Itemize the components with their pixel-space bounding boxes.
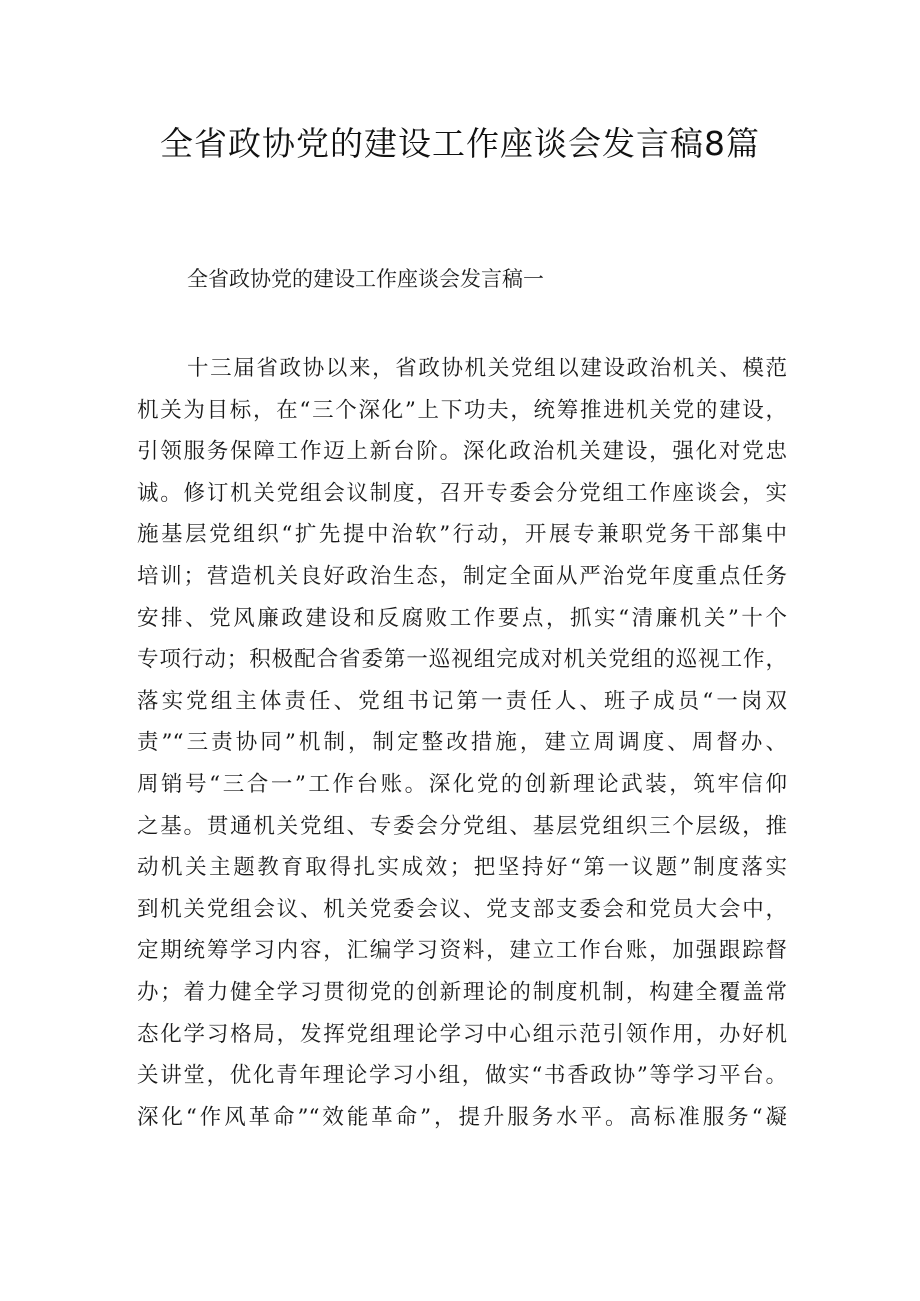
- paragraph-line: 办；着力健全学习贯彻党的创新理论的制度机制，构建全覆盖常: [137, 979, 787, 1005]
- section-heading: 全省政协党的建设工作座谈会发言稿一: [187, 267, 544, 291]
- paragraph-line: 专项行动；积极配合省委第一巡视组完成对机关党组的巡视工作，: [137, 647, 787, 673]
- body-paragraph: [137, 348, 787, 1138]
- paragraph-line: 周销号“三合一”工作台账。深化党的创新理论武装，筑牢信仰: [137, 771, 787, 797]
- paragraph-line: 定期统筹学习内容，汇编学习资料，建立工作台账，加强跟踪督: [137, 938, 787, 964]
- document-title: 全省政协党的建设工作座谈会发言稿8篇: [160, 124, 760, 163]
- paragraph-line: 到机关党组会议、机关党委会议、党支部支委会和党员大会中，: [137, 896, 787, 922]
- paragraph-line: 态化学习格局，发挥党组理论学习中心组示范引领作用，办好机: [137, 1021, 787, 1047]
- paragraph-line: 十三届省政协以来，省政协机关党组以建设政治机关、模范: [187, 356, 787, 381]
- paragraph-line: 引领服务保障工作迈上新台阶。深化政治机关建设，强化对党忠: [137, 439, 787, 465]
- paragraph-line: 落实党组主体责任、党组书记第一责任人、班子成员“一岗双: [137, 688, 787, 714]
- paragraph-line: 安排、党风廉政建设和反腐败工作要点，抓实“清廉机关”十个: [137, 605, 787, 631]
- paragraph-line: 责”“三责协同”机制，制定整改措施，建立周调度、周督办、: [137, 730, 787, 756]
- paragraph-line: 关讲堂，优化青年理论学习小组，做实“书香政协”等学习平台。: [137, 1063, 787, 1089]
- paragraph-line: 之基。贯通机关党组、专委会分党组、基层党组织三个层级，推: [137, 813, 787, 839]
- paragraph-line: 深化“作风革命”“效能革命”，提升服务水平。高标准服务“凝: [137, 1104, 787, 1130]
- paragraph-line: 诚。修订机关党组会议制度，召开专委会分党组工作座谈会，实: [137, 480, 787, 506]
- paragraph-line: 施基层党组织“扩先提中治软”行动，开展专兼职党务干部集中: [137, 522, 787, 548]
- paragraph-line: 动机关主题教育取得扎实成效；把坚持好“第一议题”制度落实: [137, 855, 787, 881]
- paragraph-line: 机关为目标，在“三个深化”上下功夫，统筹推进机关党的建设，: [137, 397, 787, 423]
- paragraph-line: 培训；营造机关良好政治生态，制定全面从严治党年度重点任务: [137, 563, 787, 589]
